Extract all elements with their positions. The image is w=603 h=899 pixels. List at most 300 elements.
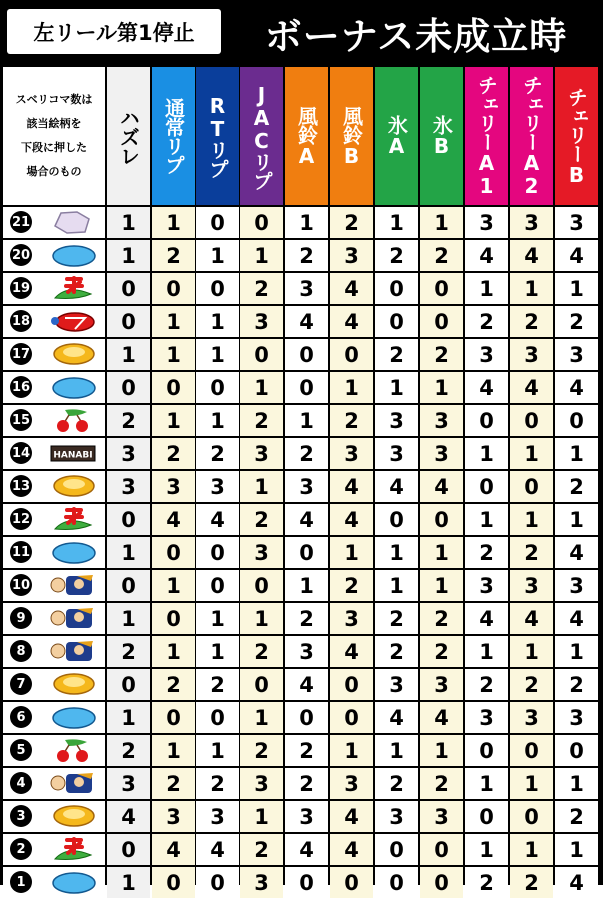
bell-icon (47, 474, 97, 499)
row-label (3, 471, 105, 502)
slip-value-cell: 3 (285, 273, 328, 304)
slip-value-cell: 4 (330, 834, 373, 865)
slip-value-cell: 0 (240, 207, 283, 238)
slip-value-cell: 1 (285, 570, 328, 601)
ice-symbol (47, 276, 97, 301)
column-header (555, 67, 598, 205)
slip-value-cell: 4 (510, 372, 553, 403)
description-text: スベリコマ数は 該当絵柄を 下段に押した 場合のもの (15, 93, 93, 178)
slip-value-cell: 0 (465, 405, 508, 436)
column-header (196, 67, 239, 205)
slip-value-cell: 2 (240, 735, 283, 766)
reel-stop-label: 左リール第1停止 (7, 9, 221, 54)
slip-value-cell: 2 (420, 603, 463, 634)
blank-symbol (47, 210, 97, 235)
row-label (3, 702, 105, 733)
slip-value-cell: 1 (152, 636, 195, 667)
slip-value-cell: 1 (240, 702, 283, 733)
slip-value-cell: 0 (420, 834, 463, 865)
slip-value-cell: 2 (240, 636, 283, 667)
slip-value-cell: 2 (285, 603, 328, 634)
row-label (3, 735, 105, 766)
slip-value-cell: 0 (240, 570, 283, 601)
stop-position-number: 3 (10, 805, 32, 827)
slip-value-cell: 3 (330, 768, 373, 799)
slip-value-cell: 3 (107, 768, 150, 799)
slip-value-cell: 1 (465, 768, 508, 799)
stop-position-number: 5 (10, 739, 32, 761)
slip-value-cell: 0 (375, 834, 418, 865)
slip-value-cell: 0 (510, 471, 553, 502)
slip-value-cell: 3 (465, 570, 508, 601)
slip-value-cell: 0 (285, 867, 328, 898)
slip-value-cell: 4 (330, 273, 373, 304)
slip-value-cell: 2 (330, 405, 373, 436)
slip-value-cell: 3 (240, 438, 283, 469)
slip-value-cell: 1 (196, 603, 239, 634)
slip-value-cell: 1 (420, 570, 463, 601)
slip-value-cell: 4 (555, 240, 598, 271)
stop-position-number: 9 (10, 607, 32, 629)
slip-value-cell: 4 (510, 240, 553, 271)
slip-value-cell: 4 (107, 801, 150, 832)
ice-icon (47, 507, 97, 532)
slip-value-cell: 1 (375, 537, 418, 568)
row-label (3, 570, 105, 601)
slip-value-cell: 2 (555, 669, 598, 700)
slip-value-cell: 1 (285, 207, 328, 238)
slip-value-cell: 0 (510, 405, 553, 436)
slip-value-cell: 2 (330, 207, 373, 238)
slip-value-cell: 2 (375, 636, 418, 667)
row-label (3, 240, 105, 271)
slip-value-cell: 3 (465, 339, 508, 370)
slip-value-cell: 1 (196, 306, 239, 337)
slip-value-cell: 2 (465, 867, 508, 898)
slip-value-cell: 2 (196, 768, 239, 799)
slip-value-cell: 0 (152, 867, 195, 898)
slip-value-cell: 4 (152, 504, 195, 535)
slip-value-cell: 1 (510, 768, 553, 799)
slip-value-cell: 1 (152, 570, 195, 601)
slip-value-cell: 3 (420, 438, 463, 469)
slip-value-cell: 2 (107, 405, 150, 436)
slip-value-cell: 2 (285, 438, 328, 469)
bell-icon (47, 672, 97, 697)
slip-value-cell: 1 (152, 339, 195, 370)
stop-position-number: 21 (10, 211, 32, 233)
row-label (3, 867, 105, 898)
column-header (152, 67, 195, 205)
row-label (3, 372, 105, 403)
slip-value-cell: 4 (330, 801, 373, 832)
slip-value-cell: 3 (555, 207, 598, 238)
red-seven-icon (47, 309, 97, 334)
slip-value-cell: 2 (510, 537, 553, 568)
replay-icon (47, 705, 97, 730)
slip-value-cell: 4 (510, 603, 553, 634)
slip-value-cell: 1 (152, 207, 195, 238)
slip-value-cell: 4 (375, 702, 418, 733)
red-seven-symbol (47, 309, 97, 334)
slip-value-cell: 3 (510, 339, 553, 370)
slip-value-cell: 1 (240, 471, 283, 502)
column-header-label: 氷A (384, 115, 409, 157)
slip-value-cell: 1 (510, 504, 553, 535)
ice-symbol (47, 507, 97, 532)
column-header-label: 氷B (429, 115, 454, 157)
slip-value-cell: 2 (152, 240, 195, 271)
slip-value-cell: 0 (285, 702, 328, 733)
slip-value-cell: 1 (107, 240, 150, 271)
slip-value-cell: 2 (285, 768, 328, 799)
replay-icon (47, 870, 97, 895)
stop-position-number: 18 (10, 310, 32, 332)
slip-value-cell: 1 (465, 834, 508, 865)
slip-value-cell: 1 (330, 537, 373, 568)
slip-value-cell: 3 (285, 471, 328, 502)
slip-value-cell: 1 (107, 207, 150, 238)
slip-value-cell: 1 (152, 735, 195, 766)
slip-value-cell: 0 (465, 471, 508, 502)
slip-value-cell: 3 (330, 438, 373, 469)
stop-position-number: 11 (10, 541, 32, 563)
stop-position-number: 12 (10, 508, 32, 530)
slip-value-cell: 1 (375, 735, 418, 766)
stop-position-number: 19 (10, 277, 32, 299)
ice-icon (47, 837, 97, 862)
slip-value-cell: 2 (510, 669, 553, 700)
slip-value-cell: 0 (196, 537, 239, 568)
title-bar (0, 0, 603, 65)
slip-value-cell: 1 (420, 372, 463, 403)
bell-symbol (47, 804, 97, 829)
slip-value-cell: 1 (465, 273, 508, 304)
slip-value-cell: 4 (285, 834, 328, 865)
character-symbol (47, 639, 97, 664)
slip-value-cell: 1 (555, 438, 598, 469)
column-header (420, 67, 463, 205)
slip-value-cell: 4 (420, 702, 463, 733)
column-header-label: 風鈴B (339, 105, 364, 167)
slip-value-cell: 2 (510, 867, 553, 898)
slip-value-cell: 0 (196, 372, 239, 403)
slip-value-cell: 0 (107, 273, 150, 304)
slip-value-cell: 0 (465, 735, 508, 766)
column-header-label: チェリーA2 (519, 75, 544, 197)
slip-value-cell: 1 (240, 240, 283, 271)
column-header (465, 67, 508, 205)
slip-value-cell: 0 (420, 504, 463, 535)
slip-value-cell: 2 (330, 570, 373, 601)
slip-value-cell: 0 (196, 273, 239, 304)
slip-value-cell: 2 (375, 339, 418, 370)
column-header-label: JACリプ (249, 82, 274, 190)
slip-value-cell: 1 (555, 504, 598, 535)
row-label (3, 834, 105, 865)
slip-value-cell: 2 (420, 240, 463, 271)
slip-value-cell: 0 (196, 702, 239, 733)
slip-value-cell: 2 (465, 306, 508, 337)
slip-value-cell: 1 (196, 240, 239, 271)
slip-value-cell: 0 (196, 207, 239, 238)
slip-value-cell: 3 (107, 438, 150, 469)
column-header-label: チェリーA1 (474, 75, 499, 197)
slip-value-cell: 2 (510, 306, 553, 337)
character-symbol (47, 771, 97, 796)
slip-value-cell: 0 (375, 504, 418, 535)
column-header-label: チェリーB (564, 86, 589, 186)
page-title: ボーナス未成立時 (264, 14, 568, 58)
blank-icon (47, 210, 97, 235)
slip-value-cell: 3 (375, 801, 418, 832)
slip-value-cell: 2 (465, 669, 508, 700)
slip-value-cell: 4 (285, 669, 328, 700)
slip-value-cell: 0 (152, 273, 195, 304)
slip-value-cell: 3 (420, 801, 463, 832)
slip-value-cell: 2 (555, 471, 598, 502)
stop-position-number: 7 (10, 673, 32, 695)
slip-value-cell: 2 (375, 768, 418, 799)
slip-value-cell: 4 (465, 240, 508, 271)
stop-position-number: 17 (10, 343, 32, 365)
slip-value-cell: 0 (375, 306, 418, 337)
row-label (3, 768, 105, 799)
slip-value-cell: 0 (510, 735, 553, 766)
slip-value-cell: 1 (510, 636, 553, 667)
slip-value-cell: 0 (420, 273, 463, 304)
slip-value-cell: 1 (240, 372, 283, 403)
slip-value-cell: 1 (196, 636, 239, 667)
slip-value-cell: 1 (510, 438, 553, 469)
column-header (330, 67, 373, 205)
slip-value-cell: 4 (465, 603, 508, 634)
replay-symbol (47, 870, 97, 895)
stop-position-number: 20 (10, 244, 32, 266)
slip-value-cell: 1 (555, 636, 598, 667)
slip-value-cell: 2 (375, 603, 418, 634)
svg-text:HANABI: HANABI (53, 450, 93, 461)
row-label (3, 306, 105, 337)
slip-value-cell: 1 (107, 339, 150, 370)
slip-value-cell: 4 (555, 537, 598, 568)
slip-value-cell: 0 (330, 339, 373, 370)
slip-value-cell: 2 (285, 735, 328, 766)
bell-symbol (47, 474, 97, 499)
replay-symbol (47, 375, 97, 400)
stop-position-number: 6 (10, 706, 32, 728)
row-label (3, 273, 105, 304)
hanabi-icon (47, 441, 97, 466)
column-header (107, 67, 150, 205)
slip-value-cell: 1 (510, 273, 553, 304)
slip-value-cell: 1 (555, 834, 598, 865)
slip-value-cell: 4 (330, 504, 373, 535)
slip-value-cell: 1 (465, 438, 508, 469)
stop-position-number: 13 (10, 475, 32, 497)
slip-value-cell: 0 (107, 504, 150, 535)
slip-value-cell: 2 (375, 240, 418, 271)
slip-value-cell: 4 (196, 834, 239, 865)
slip-value-cell: 0 (555, 405, 598, 436)
slip-value-cell: 0 (107, 372, 150, 403)
bell-symbol (47, 672, 97, 697)
cherry-symbol (47, 738, 97, 763)
slip-value-cell: 3 (240, 867, 283, 898)
slip-value-cell: 0 (107, 834, 150, 865)
column-header (510, 67, 553, 205)
replay-symbol (47, 540, 97, 565)
stop-position-number: 4 (10, 772, 32, 794)
slip-value-cell: 4 (330, 471, 373, 502)
slip-value-cell: 4 (285, 306, 328, 337)
slip-value-cell: 4 (196, 504, 239, 535)
slip-value-cell: 1 (465, 504, 508, 535)
ice-icon (47, 276, 97, 301)
slip-value-cell: 3 (555, 702, 598, 733)
slip-value-cell: 3 (240, 768, 283, 799)
character-icon (47, 573, 97, 598)
slip-value-cell: 4 (375, 471, 418, 502)
slip-value-cell: 1 (510, 834, 553, 865)
slip-value-cell: 0 (420, 867, 463, 898)
slip-value-cell: 1 (240, 801, 283, 832)
replay-icon (47, 243, 97, 268)
row-label (3, 438, 105, 469)
slip-value-cell: 2 (240, 834, 283, 865)
slip-value-cell: 1 (555, 273, 598, 304)
slip-value-cell: 4 (330, 636, 373, 667)
slip-value-cell: 3 (375, 669, 418, 700)
slip-value-cell: 2 (285, 240, 328, 271)
slip-value-cell: 1 (152, 405, 195, 436)
slip-value-cell: 2 (152, 768, 195, 799)
slip-value-cell: 1 (420, 735, 463, 766)
slip-value-cell: 4 (420, 471, 463, 502)
slip-value-cell: 1 (375, 207, 418, 238)
slip-value-cell: 2 (107, 636, 150, 667)
slip-count-table (0, 65, 603, 895)
slip-value-cell: 0 (152, 702, 195, 733)
slip-value-cell: 3 (465, 207, 508, 238)
slip-value-cell: 3 (240, 537, 283, 568)
character-icon (47, 606, 97, 631)
slip-value-cell: 0 (285, 372, 328, 403)
row-label (3, 801, 105, 832)
character-icon (47, 639, 97, 664)
hanabi-symbol (47, 441, 97, 466)
column-header-label: RTリプ (205, 94, 230, 178)
slip-value-cell: 0 (420, 306, 463, 337)
row-label (3, 405, 105, 436)
slip-value-cell: 3 (330, 240, 373, 271)
slip-value-cell: 0 (240, 669, 283, 700)
column-header-label: 風鈴A (294, 105, 319, 167)
slip-value-cell: 0 (465, 801, 508, 832)
slip-value-cell: 2 (107, 735, 150, 766)
slip-value-cell: 1 (330, 372, 373, 403)
slip-value-cell: 1 (465, 636, 508, 667)
slip-value-cell: 1 (107, 603, 150, 634)
slip-value-cell: 1 (285, 405, 328, 436)
slip-value-cell: 1 (107, 537, 150, 568)
slip-value-cell: 3 (375, 438, 418, 469)
slip-value-cell: 3 (510, 702, 553, 733)
row-label (3, 669, 105, 700)
slip-value-cell: 0 (196, 570, 239, 601)
slip-value-cell: 2 (420, 339, 463, 370)
slip-value-cell: 1 (196, 339, 239, 370)
slip-value-cell: 0 (152, 603, 195, 634)
slip-value-cell: 1 (152, 306, 195, 337)
replay-icon (47, 375, 97, 400)
bell-icon (47, 804, 97, 829)
slip-value-cell: 2 (420, 768, 463, 799)
slip-value-cell: 1 (107, 867, 150, 898)
slip-value-cell: 3 (152, 801, 195, 832)
slip-value-cell: 3 (420, 405, 463, 436)
stop-position-number: 8 (10, 640, 32, 662)
slip-value-cell: 1 (420, 207, 463, 238)
cherry-symbol (47, 408, 97, 433)
slip-value-cell: 1 (555, 768, 598, 799)
slip-value-cell: 2 (420, 636, 463, 667)
slip-value-cell: 1 (107, 702, 150, 733)
slip-value-cell: 3 (510, 570, 553, 601)
slip-value-cell: 2 (555, 801, 598, 832)
slip-value-cell: 2 (196, 669, 239, 700)
slip-value-cell: 0 (510, 801, 553, 832)
slip-value-cell: 0 (330, 702, 373, 733)
row-label (3, 537, 105, 568)
column-header (240, 67, 283, 205)
slip-value-cell: 1 (196, 405, 239, 436)
row-label (3, 207, 105, 238)
slip-value-cell: 0 (152, 372, 195, 403)
stop-position-number: 1 (10, 871, 32, 893)
slip-value-cell: 0 (330, 669, 373, 700)
row-label (3, 636, 105, 667)
stop-position-number: 2 (10, 838, 32, 860)
slip-value-cell: 4 (152, 834, 195, 865)
slip-value-cell: 3 (375, 405, 418, 436)
row-label (3, 603, 105, 634)
slip-value-cell: 1 (196, 735, 239, 766)
slip-value-cell: 1 (375, 372, 418, 403)
slip-value-cell: 2 (196, 438, 239, 469)
slip-value-cell: 3 (285, 801, 328, 832)
table-description (3, 67, 105, 205)
slip-value-cell: 2 (465, 537, 508, 568)
slip-value-cell: 3 (196, 471, 239, 502)
column-header (375, 67, 418, 205)
stop-position-number: 16 (10, 376, 32, 398)
row-label (3, 339, 105, 370)
slip-value-cell: 0 (375, 867, 418, 898)
slip-value-cell: 1 (420, 537, 463, 568)
slip-value-cell: 4 (555, 372, 598, 403)
stop-position-number: 14 (10, 442, 32, 464)
slip-value-cell: 3 (465, 702, 508, 733)
slip-value-cell: 0 (285, 339, 328, 370)
slip-value-cell: 2 (240, 405, 283, 436)
slip-value-cell: 0 (107, 570, 150, 601)
slip-value-cell: 2 (152, 669, 195, 700)
slip-value-cell: 4 (330, 306, 373, 337)
bell-icon (47, 342, 97, 367)
slip-value-cell: 0 (285, 537, 328, 568)
column-header (285, 67, 328, 205)
